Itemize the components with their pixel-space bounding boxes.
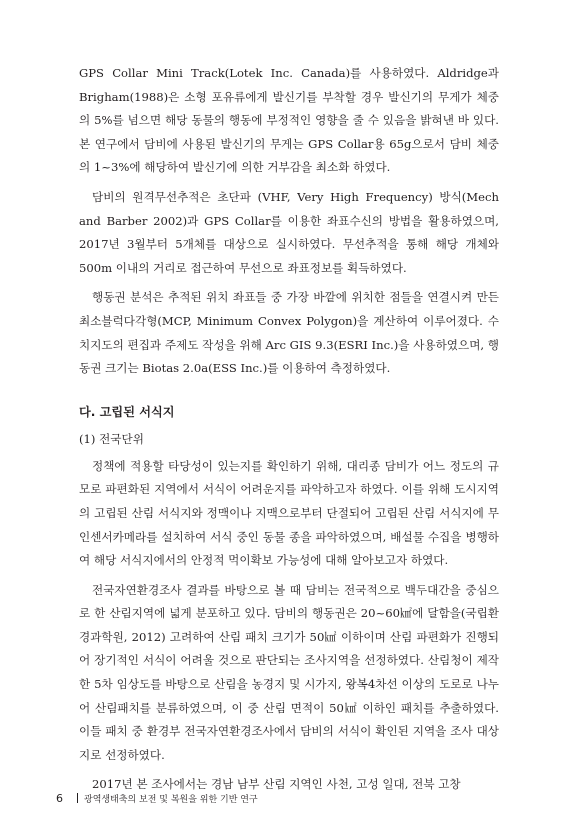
paragraph-section-2: 전국자연환경조사 결과를 바탕으로 볼 때 담비는 전국적으로 백두대간을 중심으로 한 산림지역에 넓게 분포하고 있다. 담비의 행동권은 20~60㎢에 달함을(국립환경과학원, 2012) 고려하여 산림 패치 크기가 50㎢ 이하이며 산림 파편화가 진행되어 장기적인 서식이 어려울 것으로 판단되는 조사지역을 선정하였다. 산림청이 제작한 5차 임상도를 바탕으로 산림을 농경지 및 시가지, 왕복4차선 이상의 도로로 나누어 산림패치를 분류하였으며, 이 중 산림 면적이 50㎢ 이하인 패치를 추출하였다. 이들 패치 중 환경부 전국자연환경조사에서 담비의 서식이 확인된 지역을 조사 대상지로 선정하였다. (79, 582, 499, 762)
paragraph-section-3: 2017년 본 조사에서는 경남 남부 산림 지역인 사천, 고성 일대, 전북 고창 (92, 777, 461, 792)
page-footer (56, 790, 258, 806)
subsection-heading: (1) 전국단위 (79, 431, 144, 446)
paragraph-intro-2: 담비의 원격무선추적은 초단파 (VHF, Very High Frequency) 방식(Mech and Barber 2002)과 GPS Collar를 이용한 좌표수신의 방법을 활용하였으며, 2017년 3월부터 5개체를 대상으로 실시하였다. 무선추적을 통해 해당 개체와 500m 이내의 거리로 접근하여 무선으로 좌표정보를 획득하였다. (79, 189, 499, 275)
section-heading: 다. 고립된 서식지 (79, 404, 175, 419)
paragraph-intro-1: GPS Collar Mini Track(Lotek Inc. Canada)를 사용하였다. Aldridge과 Brigham(1988)은 소형 포유류에게 발신기를 부착할 경우 발신기의 무게가 체중의 5%를 넘으면 해당 동물의 행동에 부정적인 영향을 줄 수 있음을 밝혀낸 바 있다. 본 연구에서 담비에 사용된 발신기의 무게는 GPS Collar용 65g으로서 담비 체중의 1~3%에 해당하여 발신기에 의한 거부감을 최소화 하였다. (79, 66, 499, 175)
footer-divider (77, 793, 78, 803)
body-text (79, 62, 499, 803)
paragraph-section-1: 정책에 적용할 타당성이 있는지를 확인하기 위해, 대리종 담비가 어느 정도의 규모로 파편화된 지역에서 서식이 어려운지를 파악하고자 하였다. 이를 위해 도시지역의 고립된 산림 서식지와 정맥이나 지맥으로부터 단절되어 고립된 산림 서식지에 무인센서카메라를 설치하여 서식 중인 동물 종을 파악하였으며, 배설물 수집을 병행하여 해당 서식지에서의 안정적 먹이확보 가능성에 대해 알아보고자 하였다. (79, 458, 499, 568)
page-number: 6 (56, 791, 63, 805)
paragraph-intro-3: 행동권 분석은 추적된 위치 좌표들 중 가장 바깥에 위치한 점들을 연결시켜 만든 최소블럭다각형(MCP, Minimum Convex Polygon)을 계산하여 이루어졌다. 수치지도의 편집과 주제도 작성을 위해 Arc GIS 9.3(ESRI Inc.)을 사용하였으며, 행동권 크기는 Biotas 2.0a(ESS Inc.)를 이용하여 측정하였다. (79, 290, 499, 376)
running-title: 광역생태축의 보전 및 복원을 위한 기반 연구 (84, 794, 258, 805)
